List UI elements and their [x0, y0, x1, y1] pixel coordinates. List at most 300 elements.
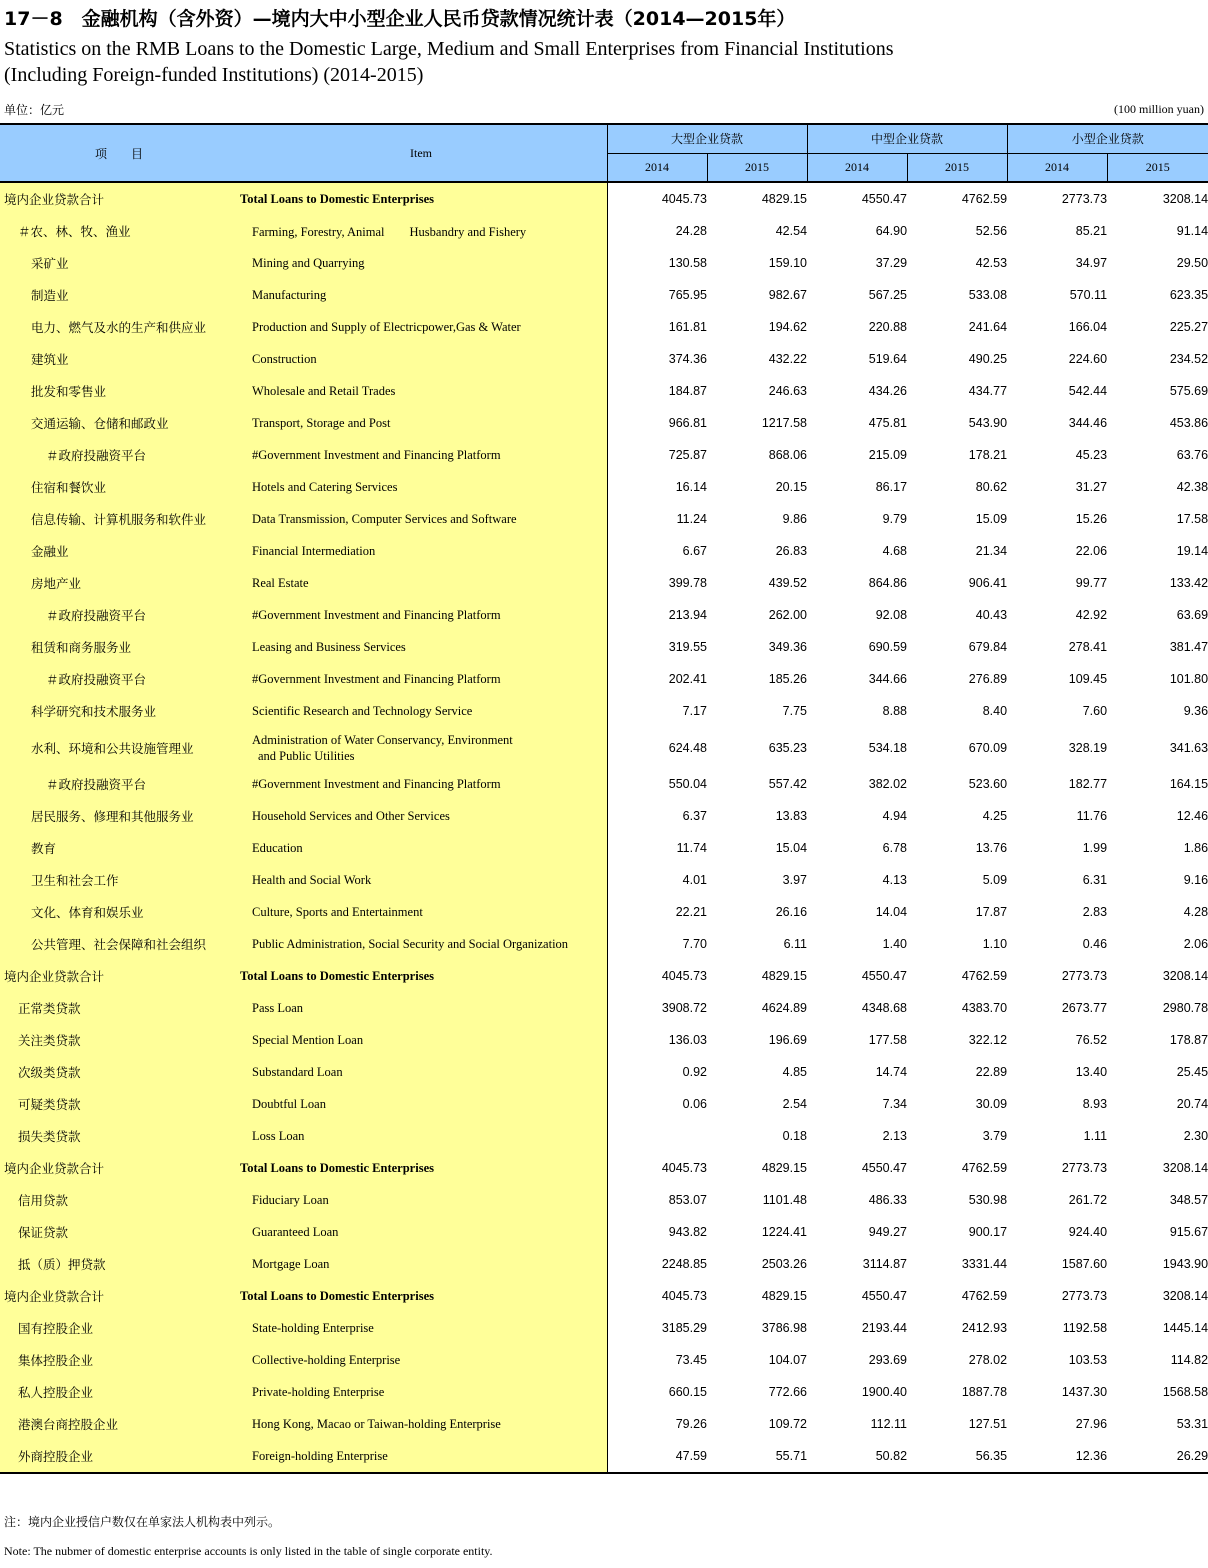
row-label-cn: 可疑类贷款 — [0, 1088, 236, 1120]
row-label-en-line: Financial Intermediation — [252, 543, 376, 558]
value-cell: 20.15 — [775, 480, 808, 494]
value-cell: 2980.78 — [1162, 1001, 1208, 1015]
row-label-en — [236, 439, 607, 471]
value-cell: 79.26 — [675, 1417, 707, 1431]
value-cell: 1568.58 — [1162, 1385, 1208, 1399]
table-row — [0, 695, 1208, 727]
table-row — [0, 663, 1208, 695]
value-cell: 26.29 — [1107, 1440, 1208, 1473]
row-label-en — [236, 1440, 607, 1473]
value-cell: 4.68 — [882, 544, 908, 558]
value-cell: 15.09 — [975, 512, 1008, 526]
value-cell: 6.67 — [682, 544, 707, 558]
row-label-en-line: State-holding Enterprise — [252, 1320, 374, 1335]
row-label-cn: ＃农、林、牧、渔业 — [0, 215, 236, 247]
value-cell: 261.72 — [1068, 1193, 1108, 1207]
value-cell: 4829.15 — [761, 969, 808, 983]
table-row — [0, 1120, 1208, 1152]
row-label-cn: 房地产业 — [0, 567, 236, 599]
row-label-cn: 次级类贷款 — [0, 1056, 236, 1088]
value-cell: 136.03 — [668, 1033, 707, 1047]
value-cell: 114.82 — [1170, 1353, 1208, 1367]
value-cell: 91.14 — [1176, 224, 1208, 238]
table-row — [0, 503, 1208, 535]
header-year: 2015 — [707, 153, 807, 182]
row-label-en-line: #Government Investment and Financing Platform — [252, 607, 501, 622]
value-cell: 159.10 — [768, 256, 808, 270]
value-cell: 177.58 — [868, 1033, 908, 1047]
value-cell: 624.48 — [668, 740, 707, 755]
value-cell: 322.12 — [968, 1033, 1008, 1047]
value-cell: 17.87 — [975, 905, 1008, 919]
row-label-cn: ＃政府投融资平台 — [0, 599, 236, 631]
value-cell: 0.46 — [1082, 937, 1108, 951]
row-label-cn: 采矿业 — [0, 247, 236, 279]
value-cell: 381.47 — [1169, 640, 1208, 654]
value-cell: 293.69 — [868, 1353, 908, 1367]
value-cell: 42.92 — [1075, 608, 1108, 622]
value-cell: 328.19 — [1068, 740, 1108, 755]
value-cell: 29.50 — [1176, 256, 1208, 270]
row-label-en-line: Wholesale and Retail Trades — [252, 383, 396, 398]
value-cell: 534.18 — [868, 740, 908, 755]
value-cell: 2673.77 — [1061, 1001, 1108, 1015]
value-cell: 4829.15 — [761, 1289, 808, 1303]
header-year: 2014 — [1007, 153, 1107, 182]
row-label-en-line: Production and Supply of Electricpower,Gas & Water — [252, 319, 521, 334]
value-cell: 27.96 — [1075, 1417, 1108, 1431]
table-row — [0, 1056, 1208, 1088]
value-cell: 178.21 — [968, 448, 1008, 462]
value-cell: 11.74 — [676, 841, 707, 855]
value-cell: 2193.44 — [861, 1321, 908, 1335]
value-cell: 30.09 — [975, 1097, 1008, 1111]
table-row — [0, 1152, 1208, 1184]
value-cell: 570.11 — [1069, 288, 1108, 302]
value-cell: 47.59 — [607, 1440, 707, 1473]
value-cell: 42.54 — [775, 224, 808, 238]
row-label-cn: 交通运输、仓储和邮政业 — [0, 407, 236, 439]
value-cell: 37.29 — [875, 256, 908, 270]
value-cell: 725.87 — [668, 448, 707, 462]
row-label-en-line: #Government Investment and Financing Platform — [252, 447, 501, 462]
value-cell: 9.16 — [1183, 873, 1208, 887]
row-label-en-line: Hotels and Catering Services — [252, 479, 398, 494]
row-label-en — [236, 800, 607, 832]
value-cell: 4624.89 — [761, 1001, 808, 1015]
value-cell: 225.27 — [1169, 320, 1208, 334]
value-cell: 22.89 — [975, 1065, 1008, 1079]
table-row — [0, 215, 1208, 247]
row-label-en-line: Total Loans to Domestic Enterprises — [240, 1160, 434, 1175]
value-cell: 348.57 — [1169, 1193, 1208, 1207]
row-label-cn: 国有控股企业 — [0, 1312, 236, 1344]
value-cell: 1900.40 — [861, 1385, 908, 1399]
value-cell — [607, 1120, 707, 1152]
table-row — [0, 992, 1208, 1024]
value-cell: 382.02 — [868, 777, 908, 791]
value-cell: 349.36 — [768, 640, 808, 654]
row-label-cn: 境内企业贷款合计 — [0, 182, 236, 215]
row-label-cn: 科学研究和技术服务业 — [0, 695, 236, 727]
table-row — [0, 599, 1208, 631]
row-label-cn: 关注类贷款 — [0, 1024, 236, 1056]
row-label-en — [236, 1088, 607, 1120]
value-cell: 4829.15 — [761, 192, 808, 206]
table-row — [0, 247, 1208, 279]
value-cell: 16.14 — [675, 480, 707, 494]
table-row — [0, 1408, 1208, 1440]
footnote-en: Note: The nubmer of domestic enterprise accounts is only listed in the table of single corporate entity. — [4, 1544, 493, 1558]
value-cell: 55.71 — [707, 1440, 807, 1473]
value-cell: 76.52 — [1075, 1033, 1108, 1047]
value-cell: 1217.58 — [761, 416, 808, 430]
row-label-cn: 公共管理、社会保障和社会组织 — [0, 928, 236, 960]
row-label-cn: 建筑业 — [0, 343, 236, 375]
value-cell: 14.74 — [875, 1065, 908, 1079]
value-cell: 3208.14 — [1162, 1289, 1208, 1303]
value-cell: 56.35 — [907, 1440, 1007, 1473]
row-label-cn: 电力、燃气及水的生产和供应业 — [0, 311, 236, 343]
table-row — [0, 1184, 1208, 1216]
value-cell: 17.58 — [1176, 512, 1208, 526]
header-group-medium: 中型企业贷款 — [807, 124, 1007, 153]
table-row — [0, 960, 1208, 992]
row-label-en — [236, 311, 607, 343]
row-label-cn: 保证贷款 — [0, 1216, 236, 1248]
value-cell: 530.98 — [968, 1193, 1008, 1207]
value-cell: 1.86 — [1183, 841, 1208, 855]
table-row — [0, 1248, 1208, 1280]
value-cell: 234.52 — [1169, 352, 1208, 366]
row-label-en — [236, 1280, 607, 1312]
row-label-cn: 卫生和社会工作 — [0, 864, 236, 896]
value-cell: 12.46 — [1176, 809, 1208, 823]
value-cell: 166.04 — [1068, 320, 1108, 334]
value-cell: 13.76 — [975, 841, 1008, 855]
table-row — [0, 567, 1208, 599]
value-cell: 9.36 — [1183, 704, 1208, 718]
row-label-en — [236, 1152, 607, 1184]
value-cell: 15.04 — [775, 841, 808, 855]
value-cell: 53.31 — [1176, 1417, 1208, 1431]
value-cell: 765.95 — [668, 288, 707, 302]
row-label-en-line: Education — [252, 840, 303, 855]
value-cell: 635.23 — [768, 740, 808, 755]
row-label-en — [236, 695, 607, 727]
table-row — [0, 279, 1208, 311]
table-row — [0, 928, 1208, 960]
table-row — [0, 832, 1208, 864]
value-cell: 4383.70 — [961, 1001, 1008, 1015]
value-cell: 4.94 — [882, 809, 908, 823]
value-cell: 101.80 — [1169, 672, 1208, 686]
value-cell: 3908.72 — [661, 1001, 707, 1015]
value-cell: 5.09 — [982, 873, 1008, 887]
value-cell: 40.43 — [975, 608, 1008, 622]
value-cell: 4.28 — [1183, 905, 1208, 919]
row-label-en — [236, 182, 607, 215]
table-row — [0, 1312, 1208, 1344]
value-cell: 434.26 — [868, 384, 908, 398]
value-cell: 1.10 — [982, 937, 1008, 951]
value-cell: 262.00 — [768, 608, 808, 622]
value-cell: 542.44 — [1068, 384, 1108, 398]
value-cell: 3208.14 — [1162, 1161, 1208, 1175]
value-cell: 519.64 — [868, 352, 908, 366]
value-cell: 85.21 — [1075, 224, 1108, 238]
value-cell: 2773.73 — [1061, 969, 1108, 983]
value-cell: 399.78 — [668, 576, 707, 590]
value-cell: 215.09 — [868, 448, 908, 462]
value-cell: 20.74 — [1176, 1097, 1208, 1111]
value-cell: 9.79 — [882, 512, 908, 526]
row-label-en — [236, 1056, 607, 1088]
value-cell: 2.06 — [1183, 937, 1208, 951]
value-cell: 213.94 — [668, 608, 707, 622]
value-cell: 2.30 — [1183, 1129, 1208, 1143]
value-cell: 3.97 — [782, 873, 808, 887]
row-label-cn: 港澳台商控股企业 — [0, 1408, 236, 1440]
row-label-cn: 境内企业贷款合计 — [0, 1152, 236, 1184]
value-cell: 4.85 — [782, 1065, 808, 1079]
value-cell: 52.56 — [975, 224, 1008, 238]
value-cell: 2248.85 — [661, 1257, 707, 1271]
value-cell: 2412.93 — [961, 1321, 1008, 1335]
header-year: 2015 — [1107, 153, 1208, 182]
value-cell: 182.77 — [1068, 777, 1108, 791]
row-label-en — [236, 960, 607, 992]
row-label-cn: ＃政府投融资平台 — [0, 439, 236, 471]
value-cell: 13.83 — [775, 809, 808, 823]
value-cell: 523.60 — [968, 777, 1008, 791]
value-cell: 2773.73 — [1061, 192, 1108, 206]
table-row — [0, 896, 1208, 928]
row-label-cn: 外商控股企业 — [0, 1440, 236, 1473]
row-label-en — [236, 1120, 607, 1152]
value-cell: 12.36 — [1007, 1440, 1107, 1473]
value-cell: 4550.47 — [861, 1161, 908, 1175]
row-label-en — [236, 832, 607, 864]
value-cell: 21.34 — [975, 544, 1008, 558]
row-label-en — [236, 535, 607, 567]
value-cell: 1.99 — [1082, 841, 1108, 855]
unit-label-en: (100 million yuan) — [1114, 102, 1204, 116]
value-cell: 0.92 — [682, 1065, 707, 1079]
row-label-cn: 居民服务、修理和其他服务业 — [0, 800, 236, 832]
row-label-en — [236, 471, 607, 503]
value-cell: 8.88 — [882, 704, 908, 718]
row-label-en — [236, 631, 607, 663]
row-label-en-line: Special Mention Loan — [252, 1032, 364, 1047]
row-label-cn: 境内企业贷款合计 — [0, 1280, 236, 1312]
row-label-en — [236, 663, 607, 695]
table-row — [0, 800, 1208, 832]
table-row — [0, 1344, 1208, 1376]
value-cell: 4045.73 — [661, 969, 707, 983]
value-cell: 943.82 — [668, 1225, 707, 1239]
row-label-en-line: Loss Loan — [252, 1128, 305, 1143]
value-cell: 4762.59 — [961, 1289, 1008, 1303]
value-cell: 439.52 — [768, 576, 808, 590]
value-cell: 4762.59 — [961, 969, 1008, 983]
row-label-en-line: Substandard Loan — [252, 1064, 343, 1079]
row-label-en — [236, 215, 607, 247]
value-cell: 490.25 — [968, 352, 1008, 366]
value-cell: 949.27 — [868, 1225, 908, 1239]
value-cell: 4348.68 — [861, 1001, 908, 1015]
value-cell: 184.87 — [668, 384, 707, 398]
row-label-cn: 抵（质）押贷款 — [0, 1248, 236, 1280]
value-cell: 86.17 — [875, 480, 908, 494]
value-cell: 3208.14 — [1162, 192, 1208, 206]
value-cell: 0.18 — [782, 1129, 808, 1143]
row-label-en — [236, 1024, 607, 1056]
value-cell: 278.41 — [1068, 640, 1108, 654]
value-cell: 3114.87 — [862, 1257, 908, 1271]
value-cell: 278.02 — [968, 1353, 1008, 1367]
value-cell: 13.40 — [1075, 1065, 1108, 1079]
value-cell: 690.59 — [868, 640, 908, 654]
value-cell: 4550.47 — [861, 969, 908, 983]
value-cell: 50.82 — [807, 1440, 907, 1473]
row-label-en-line: Construction — [252, 351, 317, 366]
row-label-en-line: Farming, Forestry, Animal Husbandry and Fishery — [252, 225, 527, 239]
value-cell: 63.76 — [1176, 448, 1208, 462]
value-cell: 8.93 — [1082, 1097, 1108, 1111]
table-header — [0, 124, 1208, 182]
value-cell: 3185.29 — [661, 1321, 707, 1335]
row-label-en — [236, 343, 607, 375]
value-cell: 1.40 — [882, 937, 908, 951]
row-label-en — [236, 768, 607, 800]
row-label-cn: 集体控股企业 — [0, 1344, 236, 1376]
table-row — [0, 727, 1208, 768]
value-cell: 6.11 — [783, 937, 808, 951]
value-cell: 9.86 — [782, 512, 808, 526]
value-cell: 4045.73 — [661, 192, 707, 206]
value-cell: 109.45 — [1068, 672, 1108, 686]
value-cell: 660.15 — [668, 1385, 707, 1399]
row-label-en — [236, 567, 607, 599]
row-label-en — [236, 864, 607, 896]
header-item-cn: 项 目 — [0, 124, 236, 182]
row-label-en — [236, 1312, 607, 1344]
table-row — [0, 375, 1208, 407]
row-label-en-line: Hong Kong, Macao or Taiwan-holding Enterprise — [252, 1416, 501, 1431]
value-cell: 2.54 — [782, 1097, 808, 1111]
value-cell: 42.38 — [1176, 480, 1208, 494]
row-label-cn: ＃政府投融资平台 — [0, 663, 236, 695]
row-label-en — [236, 599, 607, 631]
value-cell: 92.08 — [875, 608, 908, 622]
row-label-en — [236, 1408, 607, 1440]
row-label-en — [236, 279, 607, 311]
value-cell: 7.60 — [1082, 704, 1108, 718]
value-cell: 42.53 — [975, 256, 1008, 270]
row-label-en-line: Scientific Research and Technology Service — [252, 703, 473, 718]
table-row — [0, 439, 1208, 471]
value-cell: 575.69 — [1169, 384, 1208, 398]
table-row — [0, 1376, 1208, 1408]
row-label-en — [236, 375, 607, 407]
row-label-cn: 文化、体育和娱乐业 — [0, 896, 236, 928]
page-title-en — [4, 36, 894, 88]
unit-label-cn: 单位：亿元 — [4, 103, 65, 117]
value-cell: 533.08 — [968, 288, 1008, 302]
row-label-en-line: Fiduciary Loan — [252, 1192, 329, 1207]
value-cell: 3.79 — [982, 1129, 1008, 1143]
table-row — [0, 1216, 1208, 1248]
row-label-cn: ＃政府投融资平台 — [0, 768, 236, 800]
value-cell: 543.90 — [968, 416, 1008, 430]
row-label-en — [236, 1376, 607, 1408]
table-row — [0, 768, 1208, 800]
value-cell: 133.42 — [1169, 576, 1208, 590]
value-cell: 6.31 — [1082, 873, 1108, 887]
table-row — [0, 864, 1208, 896]
value-cell: 3786.98 — [761, 1321, 808, 1335]
value-cell: 8.40 — [982, 704, 1008, 718]
row-label-en-line: Household Services and Other Services — [252, 808, 450, 823]
value-cell: 1437.30 — [1061, 1385, 1108, 1399]
footnote-cn: 注：境内企业授信户数仅在单家法人机构表中列示。 — [4, 1515, 281, 1529]
row-label-cn: 金融业 — [0, 535, 236, 567]
table-row — [0, 311, 1208, 343]
value-cell: 1192.58 — [1062, 1321, 1108, 1335]
row-label-en — [236, 503, 607, 535]
header-group-small: 小型企业贷款 — [1007, 124, 1208, 153]
value-cell: 15.26 — [1075, 512, 1108, 526]
value-cell: 772.66 — [768, 1385, 808, 1399]
value-cell: 22.06 — [1075, 544, 1108, 558]
value-cell: 6.78 — [882, 841, 908, 855]
row-label-en-line: Administration of Water Conservancy, Environment — [252, 732, 513, 747]
value-cell: 966.81 — [668, 416, 707, 430]
row-label-en — [236, 727, 607, 768]
header-year: 2015 — [907, 153, 1007, 182]
value-cell: 2.83 — [1082, 905, 1108, 919]
table-row — [0, 407, 1208, 439]
value-cell: 4045.73 — [661, 1289, 707, 1303]
value-cell: 475.81 — [868, 416, 908, 430]
row-label-en-line: and Public Utilities — [258, 748, 355, 763]
value-cell: 25.45 — [1176, 1065, 1208, 1079]
value-cell: 202.41 — [668, 672, 707, 686]
value-cell: 185.26 — [768, 672, 808, 686]
row-label-cn: 信用贷款 — [0, 1184, 236, 1216]
row-label-en — [236, 928, 607, 960]
table-row — [0, 631, 1208, 663]
value-cell: 276.89 — [968, 672, 1008, 686]
row-label-cn: 损失类贷款 — [0, 1120, 236, 1152]
value-cell: 915.67 — [1169, 1225, 1208, 1239]
value-cell: 6.37 — [682, 809, 707, 823]
value-cell: 26.83 — [775, 544, 808, 558]
value-cell: 99.77 — [1075, 576, 1108, 590]
value-cell: 3208.14 — [1162, 969, 1208, 983]
value-cell: 104.07 — [768, 1353, 808, 1367]
value-cell: 7.75 — [782, 704, 808, 718]
value-cell: 241.64 — [968, 320, 1008, 334]
value-cell: 4550.47 — [861, 192, 908, 206]
value-cell: 670.09 — [968, 740, 1008, 755]
value-cell: 112.11 — [870, 1417, 908, 1431]
row-label-en-line: Data Transmission, Computer Services and Software — [252, 511, 517, 526]
value-cell: 45.23 — [1075, 448, 1108, 462]
value-cell: 22.21 — [675, 905, 707, 919]
row-label-en-line: Doubtful Loan — [252, 1096, 326, 1111]
